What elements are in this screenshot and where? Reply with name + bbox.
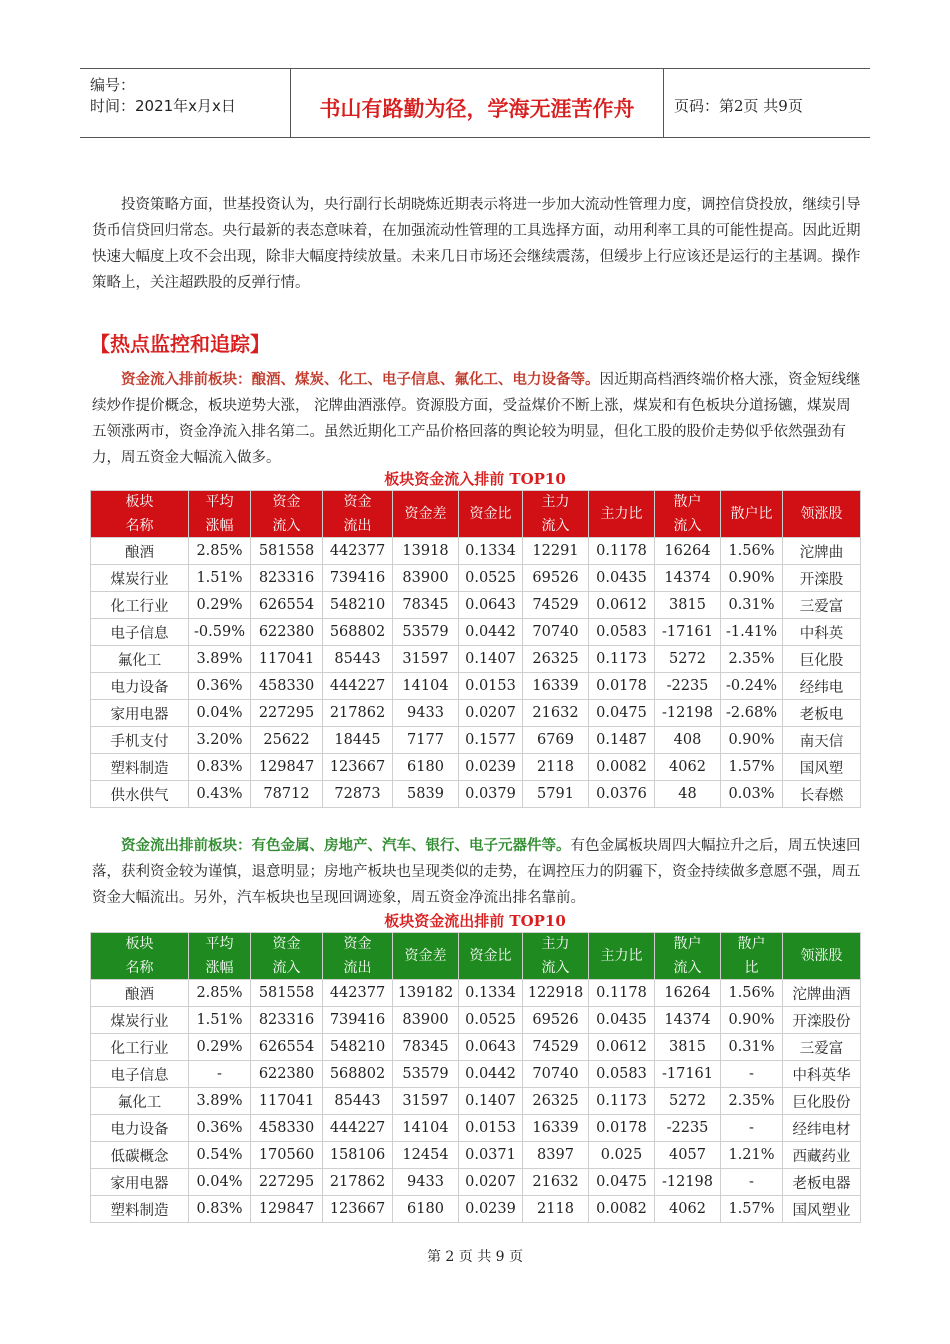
table-cell: 0.0178 xyxy=(589,1115,655,1142)
table-row xyxy=(91,646,861,673)
table-cell: 1.51% xyxy=(189,1007,251,1034)
table-cell: 622380 xyxy=(251,1061,323,1088)
table-cell: 16339 xyxy=(523,1115,589,1142)
header-meta xyxy=(80,69,291,137)
column-header: 散户 流入 xyxy=(655,491,721,538)
column-header: 平均 涨幅 xyxy=(189,933,251,980)
table-cell: 123667 xyxy=(323,1196,393,1223)
table-row xyxy=(91,1061,861,1088)
column-header: 主力比 xyxy=(589,491,655,538)
table-cell: 2118 xyxy=(523,1196,589,1223)
column-header: 主力 流入 xyxy=(523,933,589,980)
table-cell: 227295 xyxy=(251,1169,323,1196)
table-row xyxy=(91,592,861,619)
table-cell: 408 xyxy=(655,727,721,754)
table-cell: 74529 xyxy=(523,592,589,619)
table-cell: 0.0583 xyxy=(589,1061,655,1088)
table-cell: 16339 xyxy=(523,673,589,700)
table-cell: 电子信息 xyxy=(91,1061,189,1088)
table-cell: 0.0525 xyxy=(459,1007,523,1034)
table-cell: 78712 xyxy=(251,781,323,808)
table-cell: 塑料制造 xyxy=(91,754,189,781)
table-cell: -17161 xyxy=(655,619,721,646)
table-cell: 458330 xyxy=(251,673,323,700)
table-cell: 0.90% xyxy=(721,1007,783,1034)
table-cell: 7177 xyxy=(393,727,459,754)
table-cell: 化工行业 xyxy=(91,1034,189,1061)
table-cell: 低碳概念 xyxy=(91,1142,189,1169)
table-cell: 581558 xyxy=(251,980,323,1007)
table-cell: 158106 xyxy=(323,1142,393,1169)
table-cell: 16264 xyxy=(655,538,721,565)
table-cell: 0.0153 xyxy=(459,1115,523,1142)
table-cell: 5791 xyxy=(523,781,589,808)
inflow-table-title: 板块资金流入排前 TOP10 xyxy=(384,470,566,488)
table-cell: 21632 xyxy=(523,1169,589,1196)
inflow-paragraph xyxy=(92,367,862,471)
table-cell: 经纬电 xyxy=(783,673,861,700)
table-cell: 6180 xyxy=(393,1196,459,1223)
table-cell: 739416 xyxy=(323,1007,393,1034)
table-cell: 0.36% xyxy=(189,673,251,700)
table-cell: 458330 xyxy=(251,1115,323,1142)
table-cell: 0.0475 xyxy=(589,1169,655,1196)
table-cell: 4062 xyxy=(655,754,721,781)
table-cell: 129847 xyxy=(251,754,323,781)
table-cell: 酿酒 xyxy=(91,538,189,565)
table-cell: 217862 xyxy=(323,1169,393,1196)
table-cell: 0.1178 xyxy=(589,538,655,565)
table-cell: 2.35% xyxy=(721,646,783,673)
table-row xyxy=(91,1034,861,1061)
column-header: 主力比 xyxy=(589,933,655,980)
table-cell: 中科英华 xyxy=(783,1061,861,1088)
table-cell: 9433 xyxy=(393,1169,459,1196)
table-cell: 122918 xyxy=(523,980,589,1007)
table-cell: 6769 xyxy=(523,727,589,754)
column-header: 平均 涨幅 xyxy=(189,491,251,538)
table-cell: 72873 xyxy=(323,781,393,808)
table-cell: 0.0082 xyxy=(589,1196,655,1223)
table-cell: 69526 xyxy=(523,1007,589,1034)
table-cell: 18445 xyxy=(323,727,393,754)
table-cell: 823316 xyxy=(251,1007,323,1034)
table-cell: 139182 xyxy=(393,980,459,1007)
table-cell: 0.0583 xyxy=(589,619,655,646)
table-cell: 78345 xyxy=(393,1034,459,1061)
table-cell: 0.0525 xyxy=(459,565,523,592)
table-cell: 0.0371 xyxy=(459,1142,523,1169)
table-cell: 西藏药业 xyxy=(783,1142,861,1169)
table-cell: 5272 xyxy=(655,1088,721,1115)
table-row xyxy=(91,673,861,700)
table-cell: 0.1487 xyxy=(589,727,655,754)
table-cell: 0.0442 xyxy=(459,619,523,646)
table-cell: 0.0612 xyxy=(589,1034,655,1061)
table-cell: - xyxy=(721,1115,783,1142)
table-cell: 14104 xyxy=(393,1115,459,1142)
table-cell: -12198 xyxy=(655,1169,721,1196)
table-cell: -0.59% xyxy=(189,619,251,646)
table-cell: 煤炭行业 xyxy=(91,1007,189,1034)
column-header: 资金差 xyxy=(393,933,459,980)
column-header: 资金差 xyxy=(393,491,459,538)
column-header: 散户比 xyxy=(721,491,783,538)
table-cell: 0.90% xyxy=(721,565,783,592)
table-cell: 3.89% xyxy=(189,646,251,673)
table-cell: 548210 xyxy=(323,1034,393,1061)
table-cell: 1.57% xyxy=(721,1196,783,1223)
column-header: 主力 流入 xyxy=(523,491,589,538)
header-page: 页码：第2页 共9页 xyxy=(674,96,803,115)
table-cell: 0.36% xyxy=(189,1115,251,1142)
table-cell: 444227 xyxy=(323,673,393,700)
table-cell: 31597 xyxy=(393,1088,459,1115)
header-number: 编号： xyxy=(90,76,136,94)
table-cell: 2118 xyxy=(523,754,589,781)
table-cell: 83900 xyxy=(393,565,459,592)
table-cell: 13918 xyxy=(393,538,459,565)
table-cell: 南天信 xyxy=(783,727,861,754)
table-cell: 塑料制造 xyxy=(91,1196,189,1223)
inflow-table xyxy=(90,490,861,808)
table-cell: - xyxy=(721,1061,783,1088)
table-cell: 21632 xyxy=(523,700,589,727)
outflow-lead: 资金流出排前板块：有色金属、房地产、汽车、银行、电子元器件等。 xyxy=(121,838,571,854)
table-row xyxy=(91,1142,861,1169)
table-cell: 手机支付 xyxy=(91,727,189,754)
outflow-table xyxy=(90,932,861,1223)
table-cell: 0.0207 xyxy=(459,700,523,727)
table-cell: 70740 xyxy=(523,1061,589,1088)
table-cell: 74529 xyxy=(523,1034,589,1061)
table-cell: 78345 xyxy=(393,592,459,619)
table-cell: 85443 xyxy=(323,646,393,673)
table-cell: 1.21% xyxy=(721,1142,783,1169)
table-cell: 0.1173 xyxy=(589,1088,655,1115)
table-row xyxy=(91,1169,861,1196)
table-cell: -0.24% xyxy=(721,673,783,700)
table-cell: 0.1178 xyxy=(589,980,655,1007)
table-cell: 0.90% xyxy=(721,727,783,754)
table-cell: 0.0239 xyxy=(459,1196,523,1223)
table-cell: 开滦股份 xyxy=(783,1007,861,1034)
table-cell: 8397 xyxy=(523,1142,589,1169)
column-header: 散户 流入 xyxy=(655,933,721,980)
outflow-body: 有色金属板块周四大幅拉升之后，周五快速回落，获利资金较为谨慎，退意明显；房地产板块也呈现类似的走势，在调控压力的阴霾下，资金持续做多意愿不强，周五资金大幅流出。另外，汽车板块也呈现回调迹象，周五资金净流出排名靠前。 xyxy=(92,838,861,906)
table-cell: 12454 xyxy=(393,1142,459,1169)
table-row xyxy=(91,1088,861,1115)
table-cell: 0.31% xyxy=(721,1034,783,1061)
table-cell: 70740 xyxy=(523,619,589,646)
table-cell: 0.43% xyxy=(189,781,251,808)
table-cell: - xyxy=(189,1061,251,1088)
table-cell: 3.20% xyxy=(189,727,251,754)
table-cell: 0.0435 xyxy=(589,565,655,592)
table-cell: 26325 xyxy=(523,1088,589,1115)
outflow-table-title: 板块资金流出排前 TOP10 xyxy=(384,912,566,930)
header-motto: 书山有路勤为径，学海无涯苦作舟 xyxy=(291,69,664,137)
table-row xyxy=(91,1196,861,1223)
table-cell: 581558 xyxy=(251,538,323,565)
table-cell: 129847 xyxy=(251,1196,323,1223)
table-cell: -17161 xyxy=(655,1061,721,1088)
table-cell: 53579 xyxy=(393,1061,459,1088)
table-cell: 5839 xyxy=(393,781,459,808)
table-cell: 5272 xyxy=(655,646,721,673)
table-cell: 0.1173 xyxy=(589,646,655,673)
table-cell: -2235 xyxy=(655,673,721,700)
table-row xyxy=(91,1115,861,1142)
table-cell: 739416 xyxy=(323,565,393,592)
table-cell: 0.0643 xyxy=(459,1034,523,1061)
table-cell: 0.0435 xyxy=(589,1007,655,1034)
table-cell: 电力设备 xyxy=(91,1115,189,1142)
table-cell: 4057 xyxy=(655,1142,721,1169)
table-row xyxy=(91,1007,861,1034)
table-cell: 1.51% xyxy=(189,565,251,592)
table-cell: 622380 xyxy=(251,619,323,646)
table-cell: 117041 xyxy=(251,1088,323,1115)
table-cell: -2235 xyxy=(655,1115,721,1142)
table-cell: 48 xyxy=(655,781,721,808)
table-cell: 氟化工 xyxy=(91,646,189,673)
column-header: 板块 名称 xyxy=(91,491,189,538)
column-header: 资金比 xyxy=(459,933,523,980)
table-cell: 0.31% xyxy=(721,592,783,619)
table-cell: 123667 xyxy=(323,754,393,781)
table-cell: 0.54% xyxy=(189,1142,251,1169)
table-cell: 沱牌曲酒 xyxy=(783,980,861,1007)
table-cell: 0.0376 xyxy=(589,781,655,808)
table-row xyxy=(91,980,861,1007)
table-cell: 3815 xyxy=(655,592,721,619)
table-cell: 0.0442 xyxy=(459,1061,523,1088)
column-header: 资金比 xyxy=(459,491,523,538)
table-cell: 0.0178 xyxy=(589,673,655,700)
table-cell: 53579 xyxy=(393,619,459,646)
table-cell: 85443 xyxy=(323,1088,393,1115)
table-cell: 0.83% xyxy=(189,1196,251,1223)
table-cell: 0.1334 xyxy=(459,538,523,565)
table-cell: 568802 xyxy=(323,619,393,646)
table-cell: 0.04% xyxy=(189,700,251,727)
table-cell: 0.025 xyxy=(589,1142,655,1169)
table-cell: 电力设备 xyxy=(91,673,189,700)
table-cell: 3815 xyxy=(655,1034,721,1061)
table-cell: 12291 xyxy=(523,538,589,565)
table-cell: 25622 xyxy=(251,727,323,754)
table-cell: 823316 xyxy=(251,565,323,592)
column-header: 资金 流入 xyxy=(251,491,323,538)
table-header-row xyxy=(91,491,861,538)
table-cell: -12198 xyxy=(655,700,721,727)
inflow-lead: 资金流入排前板块：酿酒、煤炭、化工、电子信息、氟化工、电力设备等。 xyxy=(121,372,600,388)
table-cell: 国风塑业 xyxy=(783,1196,861,1223)
table-cell: 巨化股份 xyxy=(783,1088,861,1115)
table-cell: 1.56% xyxy=(721,980,783,1007)
table-cell: 巨化股 xyxy=(783,646,861,673)
column-header: 资金 流出 xyxy=(323,491,393,538)
section-title: 【热点监控和追踪】 xyxy=(90,332,270,356)
table-row xyxy=(91,538,861,565)
inflow-body: 因近期高档酒终端价格大涨，资金短线继续炒作提价概念，板块逆势大涨， 沱牌曲酒涨停。资源股方面，受益煤价不断上涨，煤炭和有色板块分道扬镳，煤炭周五领涨两市，资金净流入排名第二。虽然近期化工产品价格回落的舆论较为明显，但化工股的股价走势似乎依然强劲有力，周五资金大幅流入做多。 xyxy=(92,372,861,466)
table-cell: 0.29% xyxy=(189,592,251,619)
table-cell: 0.29% xyxy=(189,1034,251,1061)
table-cell: 1.56% xyxy=(721,538,783,565)
table-cell: 0.03% xyxy=(721,781,783,808)
table-cell: 0.04% xyxy=(189,1169,251,1196)
table-cell: 16264 xyxy=(655,980,721,1007)
table-cell: 长春燃 xyxy=(783,781,861,808)
table-row xyxy=(91,565,861,592)
column-header: 板块 名称 xyxy=(91,933,189,980)
table-cell: 经纬电材 xyxy=(783,1115,861,1142)
table-cell: 三爱富 xyxy=(783,592,861,619)
table-cell: 0.0207 xyxy=(459,1169,523,1196)
table-cell: 26325 xyxy=(523,646,589,673)
table-cell: 444227 xyxy=(323,1115,393,1142)
table-cell: 83900 xyxy=(393,1007,459,1034)
table-cell: 117041 xyxy=(251,646,323,673)
table-cell: 4062 xyxy=(655,1196,721,1223)
table-cell: 酿酒 xyxy=(91,980,189,1007)
table-cell: 1.57% xyxy=(721,754,783,781)
table-cell: 568802 xyxy=(323,1061,393,1088)
table-cell: 0.0379 xyxy=(459,781,523,808)
table-cell: 0.1577 xyxy=(459,727,523,754)
table-cell: 0.1334 xyxy=(459,980,523,1007)
table-cell: 9433 xyxy=(393,700,459,727)
table-cell: 老板电器 xyxy=(783,1169,861,1196)
table-cell: 442377 xyxy=(323,980,393,1007)
table-row xyxy=(91,754,861,781)
table-cell: 中科英 xyxy=(783,619,861,646)
table-cell: 3.89% xyxy=(189,1088,251,1115)
table-cell: 0.0153 xyxy=(459,673,523,700)
table-row xyxy=(91,619,861,646)
table-header-row xyxy=(91,933,861,980)
table-cell: 0.0643 xyxy=(459,592,523,619)
table-cell: 化工行业 xyxy=(91,592,189,619)
column-header: 领涨股 xyxy=(783,933,861,980)
table-cell: -2.68% xyxy=(721,700,783,727)
table-cell: 电子信息 xyxy=(91,619,189,646)
table-cell: - xyxy=(721,1169,783,1196)
table-cell: 626554 xyxy=(251,592,323,619)
table-cell: 170560 xyxy=(251,1142,323,1169)
column-header: 领涨股 xyxy=(783,491,861,538)
table-cell: 626554 xyxy=(251,1034,323,1061)
table-cell: 0.1407 xyxy=(459,646,523,673)
table-cell: 6180 xyxy=(393,754,459,781)
column-header: 资金 流入 xyxy=(251,933,323,980)
table-cell: 2.35% xyxy=(721,1088,783,1115)
table-cell: 14104 xyxy=(393,673,459,700)
table-cell: 家用电器 xyxy=(91,700,189,727)
intro-paragraph: 投资策略方面，世基投资认为，央行副行长胡晓炼近期表示将进一步加大流动性管理力度，调控信贷投放，继续引导货币信贷回归常态。央行最新的表态意味着，在加强流动性管理的工具选择方面，动用利率工具的可能性提高。因此近期快速大幅度上攻不会出现，除非大幅度持续放量。未来几日市场还会继续震荡，但缓步上行应该还是运行的主基调。操作策略上，关注超跌股的反弹行情。 xyxy=(92,197,861,291)
table-cell: 0.1407 xyxy=(459,1088,523,1115)
table-cell: 国风塑 xyxy=(783,754,861,781)
table-cell: 2.85% xyxy=(189,538,251,565)
table-cell: 家用电器 xyxy=(91,1169,189,1196)
table-cell: 0.0612 xyxy=(589,592,655,619)
table-row xyxy=(91,727,861,754)
outflow-paragraph xyxy=(92,833,862,911)
table-cell: 0.0082 xyxy=(589,754,655,781)
table-cell: 69526 xyxy=(523,565,589,592)
table-cell: 氟化工 xyxy=(91,1088,189,1115)
table-cell: 442377 xyxy=(323,538,393,565)
table-cell: 548210 xyxy=(323,592,393,619)
table-row xyxy=(91,781,861,808)
table-cell: 227295 xyxy=(251,700,323,727)
header-date: 时间：2021年x月x日 xyxy=(90,97,236,115)
table-cell: 煤炭行业 xyxy=(91,565,189,592)
column-header: 资金 流出 xyxy=(323,933,393,980)
table-cell: 0.83% xyxy=(189,754,251,781)
table-cell: 14374 xyxy=(655,565,721,592)
table-cell: 三爱富 xyxy=(783,1034,861,1061)
table-cell: 沱牌曲 xyxy=(783,538,861,565)
table-cell: -1.41% xyxy=(721,619,783,646)
table-cell: 217862 xyxy=(323,700,393,727)
table-cell: 开滦股 xyxy=(783,565,861,592)
table-cell: 2.85% xyxy=(189,980,251,1007)
table-cell: 0.0239 xyxy=(459,754,523,781)
table-cell: 供水供气 xyxy=(91,781,189,808)
page-header xyxy=(80,68,870,138)
table-row xyxy=(91,700,861,727)
column-header: 散户 比 xyxy=(721,933,783,980)
page-footer: 第 2 页 共 9 页 xyxy=(426,1249,524,1265)
table-cell: 31597 xyxy=(393,646,459,673)
table-cell: 0.0475 xyxy=(589,700,655,727)
table-cell: 老板电 xyxy=(783,700,861,727)
table-cell: 14374 xyxy=(655,1007,721,1034)
